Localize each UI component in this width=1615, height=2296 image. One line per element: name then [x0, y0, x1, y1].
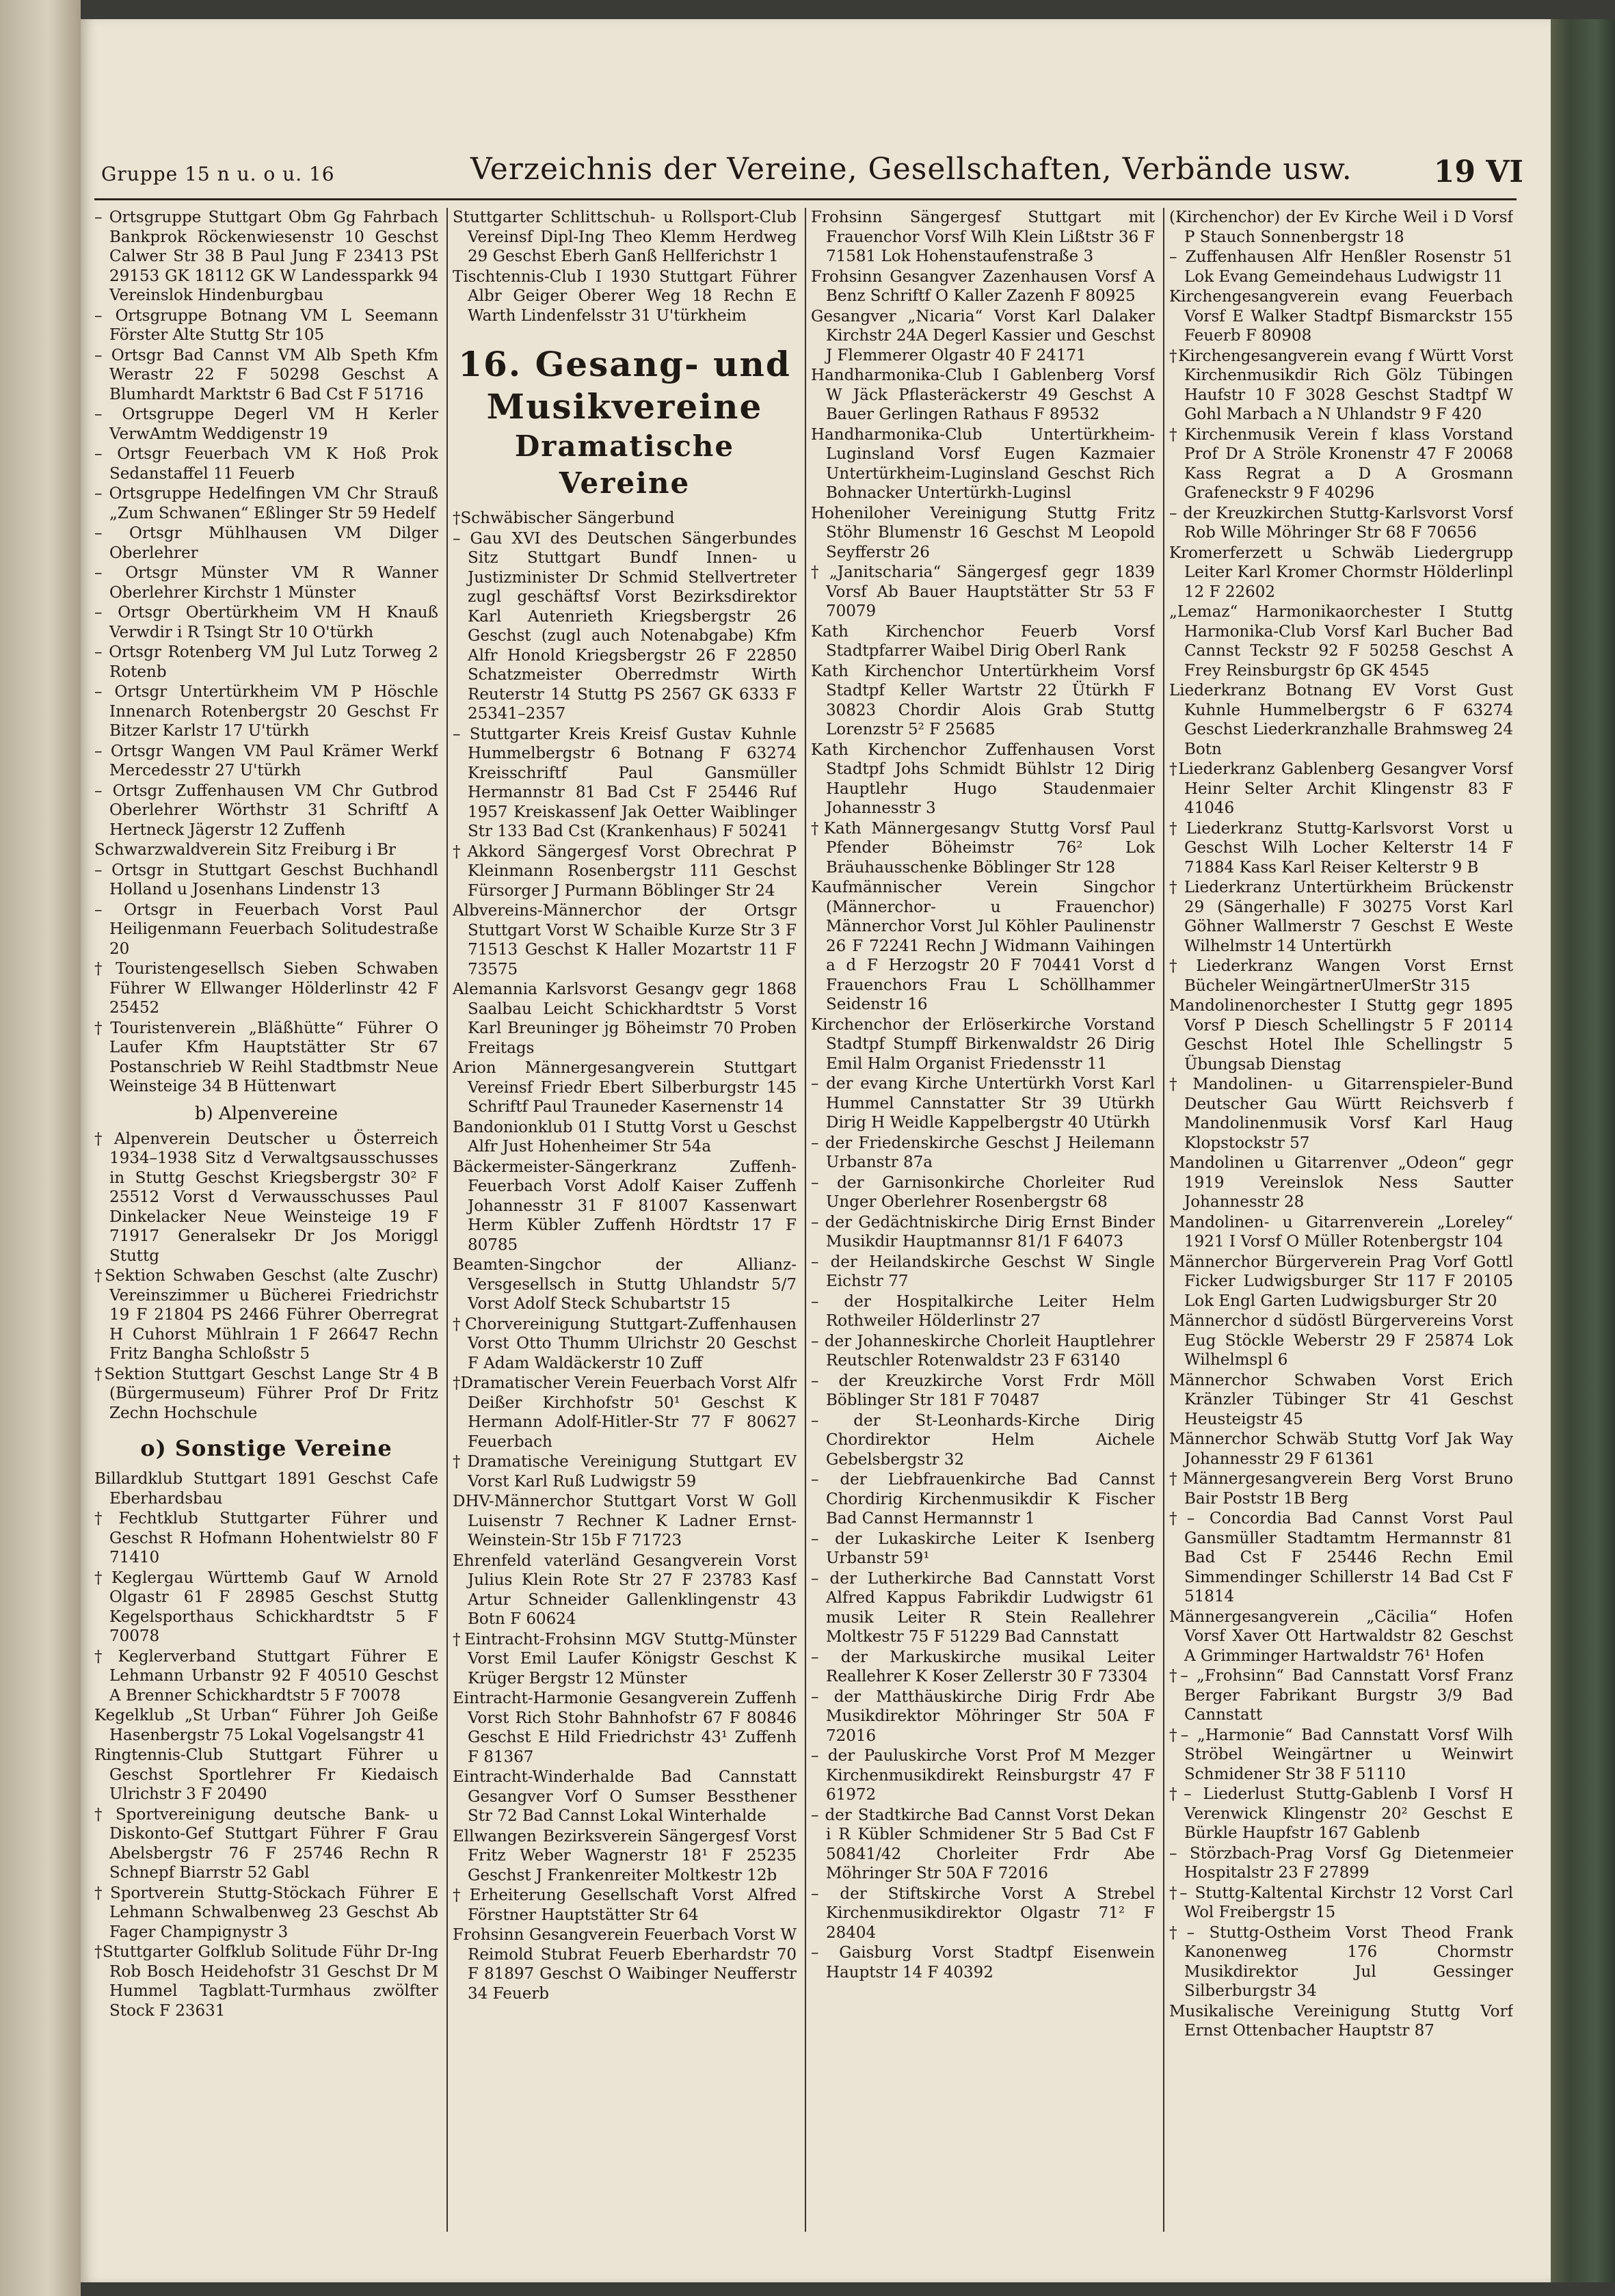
book-binding	[1551, 19, 1615, 2282]
directory-entry: †– „Frohsinn“ Bad Cannstatt Vorsf Franz Berger Fabrikant Burgstr 3/9 Bad Cannstatt	[1169, 1667, 1513, 1724]
directory-entry: Handharmonika-Club Untertürkheim-Luginsland Vorsf Eugen Kazmaier Untertürkheim-Luginsland Geschst Rich Bohnacker Untertürkh-Luginsl	[811, 425, 1155, 502]
directory-entry: †Erheiterung Gesellschaft Vorst Alfred Förstner Hauptstätter Str 64	[453, 1886, 797, 1924]
directory-entry: †Schwäbischer Sängerbund	[453, 509, 675, 527]
directory-entry: †Männergesangverein Berg Vorst Bruno Bair Poststr 1B Berg	[1169, 1470, 1513, 1508]
directory-entry: Alemannia Karlsvorst Gesangv gegr 1868 Saalbau Leicht Schickhardtstr 5 Vorst Karl Breuninger jg Böheimstr 70 Proben Freitags	[453, 980, 797, 1057]
directory-entry: Männerchor Schwäb Stuttg Vorf Jak Way Johannesstr 29 F 61361	[1169, 1430, 1513, 1468]
directory-entry: †Sektion Schwaben Geschst (alte Zuschr) Vereinszimmer u Bücherei Friedrichstr 19 F 21804 PS 2466 Führer Oberregrat H Cuhorst Mühlrain 1 F 26647 Rechn Fritz Bangha Schloßstr 5	[94, 1267, 438, 1363]
directory-entry: – der Lutherkirche Bad Cannstatt Vorst Alfred Kappus Fabrikdir Ludwigstr 61 musik Leiter R Stein Reallehrer Moltkestr 75 F 51229 Bad Cannstatt	[811, 1569, 1155, 1646]
directory-entry: Kath Kirchenchor Zuffenhausen Vorst Stadtpf Johs Schmidt Bühlstr 12 Dirig Hauptlehr Hugo Staudenmaier Johannesstr 3	[811, 740, 1155, 817]
directory-entry: †Mandolinen- u Gitarrenspieler-Bund Deutscher Gau Württ Reichsverb f Mandolinenmusik Vorsf Karl Haug Klopstockstr 57	[1169, 1076, 1513, 1152]
directory-entry: – Störzbach-Prag Vorsf Gg Dietenmeier Hospitalstr 23 F 27899	[1169, 1844, 1513, 1882]
directory-entry: †Touristengesellsch Sieben Schwaben Führer W Ellwanger Hölderlinstr 42 F 25452	[94, 960, 438, 1017]
directory-entry: †Dramatische Vereinigung Stuttgart EV Vorst Karl Ruß Ludwigstr 59	[453, 1453, 797, 1491]
directory-entry: Mandolinenorchester I Stuttg gegr 1895 Vorsf P Diesch Schellingstr 5 F 20114 Geschst Hotel Ihle Schellingstr 5 Übungsab Dienstag	[1169, 997, 1513, 1073]
directory-entry: †– Liederlust Stuttg-Gablenb I Vorsf H Verenwick Klingenstr 20² Geschst E Bürkle Haupfstr 167 Gablenb	[1169, 1785, 1513, 1842]
directory-entry: – Ortsgruppe Degerl VM H Kerler VerwAmtm Weddigenstr 19	[94, 405, 438, 443]
directory-entry: Eintracht-Harmonie Gesangverein Zuffenh Vorst Rich Stohr Bahnhofstr 67 F 80846 Geschst E Hild Friedrichstr 43¹ Zuffenh F 81367	[453, 1690, 797, 1766]
directory-entry: – Ortsgruppe Hedelfingen VM Chr Strauß „Zum Schwanen“ Eßlinger Str 59 Hedelf	[94, 485, 438, 522]
directory-entry: – Ortsgr Wangen VM Paul Krämer Werkf Mercedesstr 27 U'türkh	[94, 742, 438, 779]
directory-entry: Billardklub Stuttgart 1891 Geschst Cafe Eberhardsbau	[94, 1470, 438, 1508]
column-4	[1169, 208, 1513, 2252]
directory-entry: Kath Kirchenchor Untertürkheim Vorsf Stadtpf Keller Wartstr 22 Ütürkh F 30823 Chordir Alois Grab Stuttg Lorenzstr 5² F 25685	[811, 662, 1155, 738]
directory-entry: – der evang Kirche Untertürkh Vorst Karl Hummel Cannstatter Str 39 Utürkh Dirig H Weidle Kappelbergstr 40 Utürkh	[811, 1075, 1155, 1132]
directory-entry: Ellwangen Bezirksverein Sängergesf Vorst Fritz Weber Wagnerstr 18¹ F 25235 Geschst J Frankenreiter Moltkestr 12b	[453, 1827, 797, 1884]
directory-entry: Kaufmännischer Verein Singchor (Männerchor- u Frauenchor) Männerchor Vorst Jul Köhler Paulinenstr 26 F 72241 Rechn J Widmann Vaihingen a d F Herzogstr 20 F 70441 Vorst d Frauenchors Frau L Schöllhammer Seidenstr 16	[811, 879, 1155, 1013]
directory-entry: – Zuffenhausen Alfr Henßler Rosenstr 51 Lok Evang Gemeindehaus Ludwigstr 11	[1169, 248, 1513, 286]
directory-entry: – der Johanneskirche Chorleit Hauptlehrer Reutschler Rotenwaldstr 23 F 63140	[811, 1332, 1155, 1370]
directory-entry: †„Janitscharia“ Sängergesf gegr 1839 Vorsf Ab Bauer Hauptstätter Str 53 F 70079	[811, 563, 1155, 620]
directory-entry: – Ortsgr Mühlhausen VM Dilger Oberlehrer	[94, 524, 438, 562]
directory-entry: †Kirchengesangverein evang f Württ Vorst Kirchenmusikdir Rich Gölz Tübingen Haufstr 10 F 3028 Geschst Stadtpf W Gohl Marbach a N Uhlandstr 9 F 420	[1169, 347, 1513, 423]
directory-entry: – Ortsgr in Stuttgart Geschst Buchhandl Holland u Josenhans Lindenstr 13	[94, 861, 438, 898]
directory-entry: Liederkranz Botnang EV Vorst Gust Kuhnle Hummelbergstr 6 F 63274 Geschst Liederkranzhalle Brahmsweg 24 Botn	[1169, 682, 1513, 758]
directory-entry: †– Stuttg-Ostheim Vorst Theod Frank Kanonenweg 176 Chormstr Musikdirektor Jul Gessinger Silberburgstr 34	[1169, 1923, 1513, 2000]
directory-entry: – Ortsgr Rotenberg VM Jul Lutz Torweg 2 Rotenb	[94, 643, 438, 681]
directory-entry: – Gau XVI des Deutschen Sängerbundes Sitz Stuttgart Bundf Innen- u Justizminister Dr Schmid Stellvertreter zugl geschäftsf Vorst Bezirksdirektor Karl Autenrieth Kriegsbergstr 26 Geschst (zugl auch Notenabgabe) Kfm Alfr Honold Kriegsbergstr 26 F 22850 Schatzmeister Oberredmstr Wirth Reuterstr 14 Stuttg PS 2567 GK 6333 F 25341–2357	[453, 529, 797, 723]
directory-entry: Frohsinn Sängergesf Stuttgart mit Frauenchor Vorsf Wilh Klein Lißtstr 36 F 71581 Lok Hohenstaufenstraße 3	[811, 209, 1155, 265]
directory-entry: †– Concordia Bad Cannst Vorst Paul Gansmüller Stadtamtm Hermannstr 81 Bad Cst F 25446 Rechn Emil Simmendinger Schillerstr 14 Bad Cst F 51814	[1169, 1510, 1513, 1605]
directory-entry: Kirchenchor der Erlöserkirche Vorstand Stadtpf Stumpff Birkenwaldstr 26 Dirig Emil Halm Organist Friedensstr 11	[811, 1015, 1155, 1073]
directory-entry: – Ortsgruppe Botnang VM L Seemann Förster Alte Stuttg Str 105	[94, 306, 438, 344]
directory-entry: †Liederkranz Stuttg-Karlsvorst Vorst u Geschst Wilh Locher Kelterstr 14 F 71884 Kass Karl Reiser Kelterstr 9 B	[1169, 819, 1513, 877]
directory-entry: – Gaisburg Vorst Stadtpf Eisenwein Hauptstr 14 F 40392	[811, 1944, 1155, 1981]
directory-entry: †Alpenverein Deutscher u Österreich 1934–1938 Sitz d Verwaltgsausschusses in Stuttg Geschst Kriegsbergstr 30² F 25512 Vorst d Verwausschusses Paul Dinkelacker Neue Weinsteige 19 F 71917 Generalsekr Dr Jos Moriggl Stuttg	[94, 1130, 438, 1265]
directory-entry: Hoheniloher Vereinigung Stuttg Fritz Stöhr Blumenstr 16 Geschst M Leopold Seyfferstr 26	[811, 504, 1155, 561]
directory-entry: – Ortsgr Feuerbach VM K Hoß Prok Sedanstaffel 11 Feuerb	[94, 445, 438, 483]
directory-entry: – der Lukaskirche Leiter K Isenberg Urbanstr 59¹	[811, 1530, 1155, 1567]
columns-area	[94, 208, 1523, 2259]
directory-entry: †Liederkranz Wangen Vorst Ernst Bücheler WeingärtnerUlmerStr 315	[1169, 957, 1513, 995]
directory-entry: †Akkord Sängergesf Vorst Obrechrat P Kleinmann Rosenbergstr 111 Geschst Fürsorger J Purmann Böblinger Str 24	[453, 842, 797, 900]
column-3	[811, 208, 1155, 2252]
directory-entry: Bandonionklub 01 I Stuttg Vorst u Geschst Alfr Just Hohenheimer Str 54a	[453, 1118, 797, 1156]
directory-entry: †Sportvereinigung deutsche Bank- u Diskonto-Gef Stuttgart Führer F Grau Abelsbergstr 76 F 25746 Rechn R Schnepf Biarrstr 52 Gabl	[94, 1805, 438, 1882]
directory-entry: – der Garnisonkirche Chorleiter Rud Unger Oberlehrer Rosenbergstr 68	[811, 1173, 1155, 1211]
directory-entry: Kegelklub „St Urban“ Führer Joh Geiße Hasenbergstr 75 Lokal Vogelsangstr 41	[94, 1707, 438, 1744]
directory-entry: – der Kreuzkirchen Stuttg-Karlsvorst Vorsf Rob Wille Möhringer Str 68 F 70656	[1169, 504, 1513, 542]
directory-entry: – der Stiftskirche Vorst A Strebel Kirchenmusikdirektor Olgastr 71² F 28404	[811, 1884, 1155, 1942]
directory-entry: – Stuttgarter Kreis Kreisf Gustav Kuhnle Hummelbergstr 6 Botnang F 63274 Kreisschriftf Paul Gansmüller Hermannstr 81 Bad Cst F 25446 Ruf 1957 Kreiskassenf Jak Oetter Waiblinger Str 133 Bad Cst (Krankenhaus) F 50241	[453, 725, 797, 840]
directory-entry: Kirchengesangverein evang Feuerbach Vorsf E Walker Stadtpf Bismarckstr 155 Feuerb F 80908	[1169, 288, 1513, 345]
directory-entry: DHV-Männerchor Stuttgart Vorst W Goll Luisenstr 7 Rechner K Ladner Ernst-Weinstein-Str 15b F 71723	[453, 1493, 797, 1549]
directory-entry: – Ortsgr Untertürkheim VM P Höschle Innenarch Rotenbergstr 20 Geschst Fr Bitzer Karlstr 17 U'türkh	[94, 683, 438, 740]
directory-entry: – der Kreuzkirche Vorst Frdr Möll Böblinger Str 181 F 70487	[811, 1372, 1155, 1409]
directory-entry: Albvereins-Männerchor der Ortsgr Stuttgart Vorst W Schaible Kurze Str 3 F 71513 Geschst K Haller Mozartstr 11 F 73575	[453, 902, 797, 978]
section-heading-line: 16. Gesang- und Musikvereine	[458, 344, 791, 427]
directory-entry: Tischtennis-Club I 1930 Stuttgart Führer Albr Geiger Oberer Weg 18 Rechn E Warth Lindenfelsstr 31 U'türkheim	[453, 267, 797, 325]
directory-entry: †Touristenverein „Bläßhütte“ Führer O Laufer Kfm Hauptstätter Str 67 Postanschrieb W Reihl Stadtbmstr Neue Weinsteige 34 B Hüttenwart	[94, 1019, 438, 1095]
directory-entry: Ringtennis-Club Stuttgart Führer u Geschst Sportlehrer Fr Kiedaisch Ulrichstr 3 F 20490	[94, 1746, 438, 1803]
directory-entry: Arion Männergesangverein Stuttgart Vereinsf Friedr Ebert Silberburgstr 145 Schriftf Paul Trauneder Kasernenstr 14	[453, 1059, 797, 1116]
column-divider	[446, 208, 448, 2232]
directory-entry: – der Friedenskirche Geschst J Heilemann Urbanstr 87a	[811, 1134, 1155, 1171]
directory-entry: †Sektion Stuttgart Geschst Lange Str 4 B (Bürgermuseum) Führer Prof Dr Fritz Zechn Hochschule	[94, 1365, 438, 1422]
page-header	[101, 148, 1523, 196]
directory-entry: – Ortsgruppe Stuttgart Obm Gg Fahrbach Bankprok Röckenwiesenstr 10 Geschst Calwer Str 38 B Paul Jung F 23413 PSt 29153 GK 18112 GK W Landessparkk 94 Vereinslok Hindenburgbau	[94, 209, 438, 304]
directory-entry: †Keglerverband Stuttgart Führer E Lehmann Urbanstr 92 F 40510 Geschst A Brenner Schickhardtstr 5 F 70078	[94, 1647, 438, 1705]
directory-entry: – der Liebfrauenkirche Bad Cannst Chordirig Kirchenmusikdir K Fischer Bad Cannst Hermannstr 1	[811, 1471, 1155, 1527]
directory-entry: †Liederkranz Gablenberg Gesangver Vorsf Heinr Selter Archit Klingenstr 83 F 41046	[1169, 760, 1513, 817]
header-rule	[94, 198, 1517, 200]
directory-entry: Männergesangverein „Cäcilia“ Hofen Vorsf Xaver Ott Hartwaldstr 82 Geschst A Grimminger Hartwaldstr 76¹ Hofen	[1169, 1607, 1513, 1665]
directory-entry: Schwarzwaldverein Sitz Freiburg i Br	[94, 841, 396, 859]
directory-entry: – Ortsgr Münster VM R Wanner Oberlehrer Kirchstr 1 Münster	[94, 564, 438, 602]
page-title: Verzeichnis der Vereine, Gesellschaften, Verbände usw.	[470, 152, 1352, 187]
directory-entry: †Chorvereinigung Stuttgart-Zuffenhausen Vorst Otto Thumm Ulrichstr 20 Geschst F Adam Waldäckerstr 10 Zuff	[453, 1315, 797, 1372]
directory-entry: Ehrenfeld vaterländ Gesangverein Vorst Julius Klein Rote Str 27 F 23783 Kasf Artur Schneider Gallenklingenstr 43 Botn F 60624	[453, 1551, 797, 1628]
directory-entry: Beamten-Singchor der Allianz-Versgesellsch in Stuttg Uhlandstr 5/7 Vorst Adolf Steck Schubartstr 15	[453, 1256, 797, 1313]
directory-entry: – der Heilandskirche Geschst W Single Eichstr 77	[811, 1253, 1155, 1290]
directory-entry: Frohsinn Gesangverein Feuerbach Vorst W Reimold Stubrat Feuerb Eberhardstr 70 F 81897 Geschst O Waibinger Neufferstr 34 Feuerb	[453, 1926, 797, 2003]
directory-entry: Frohsinn Gesangver Zazenhausen Vorsf A Benz Schriftf O Kaller Zazenh F 80925	[811, 267, 1155, 305]
directory-entry: Kromerferzett u Schwäb Liedergrupp Leiter Karl Kromer Chormstr Hölderlinpl 12 F 22602	[1169, 544, 1513, 601]
section-group-label: Gruppe 15 n u. o u. 16	[101, 163, 335, 185]
directory-entry: (Kirchenchor) der Ev Kirche Weil i D Vorsf P Stauch Sonnenbergstr 18	[1169, 209, 1513, 246]
directory-entry: Handharmonika-Club I Gablenberg Vorsf W Jäck Pflasteräckerstr 49 Geschst A Bauer Gerlingen Rathaus F 89532	[811, 366, 1155, 423]
directory-entry: †– „Harmonie“ Bad Cannstatt Vorsf Wilh Ströbel Weingärtner u Weinwirt Schmidener Str 38 F 51110	[1169, 1726, 1513, 1783]
directory-entry: †Keglergau Württemb Gauf W Arnold Olgastr 61 F 28985 Geschst Stuttg Kegelsporthaus Schickhardtstr 5 F 70078	[94, 1569, 438, 1645]
directory-entry: Mandolinen- u Gitarrenverein „Loreley“ 1921 I Vorsf O Müller Rotenbergstr 104	[1169, 1213, 1513, 1251]
directory-entry: Männerchor d südöstl Bürgervereins Vorst Eug Stöckle Weberstr 29 F 25874 Lok Wilhelmspl 6	[1169, 1312, 1513, 1369]
directory-entry: – der Gedächtniskirche Dirig Ernst Binder Musikdir Hauptmannsr 81/1 F 64073	[811, 1213, 1155, 1251]
column-divider	[805, 208, 806, 2232]
directory-entry: Kath Kirchenchor Feuerb Vorsf Stadtpfarrer Waibel Dirig Oberl Rank	[811, 622, 1155, 660]
directory-entry: †Eintracht-Frohsinn MGV Stuttg-Münster Vorst Emil Laufer Königstr Geschst K Krüger Bergstr 12 Münster	[453, 1630, 797, 1687]
directory-entry: †Fechtklub Stuttgarter Führer und Geschst R Hofmann Hohentwielstr 80 F 71410	[94, 1510, 438, 1566]
directory-entry: Musikalische Vereinigung Stuttg Vorf Ernst Ottenbacher Hauptstr 87	[1169, 2002, 1513, 2040]
directory-entry: †– Stuttg-Kaltental Kirchstr 12 Vorst Carl Wol Freibergstr 15	[1169, 1884, 1513, 1921]
directory-entry: – Ortsgr Bad Cannst VM Alb Speth Kfm Werastr 22 F 50298 Geschst A Blumhardt Marktstr 6 Bad Cst F 51716	[94, 346, 438, 403]
column-2	[453, 208, 797, 2252]
directory-entry: Mandolinen u Gitarrenver „Odeon“ gegr 1919 Vereinslok Ness Sautter Johannesstr 28	[1169, 1154, 1513, 1211]
subsection-heading: b) Alpenvereine	[194, 1103, 338, 1124]
section-heading	[453, 343, 797, 502]
section-heading-line: Dramatische Vereine	[514, 429, 735, 500]
subsection-heading: o) Sonstige Vereine	[140, 1435, 392, 1461]
directory-entry: – Ortsgr in Feuerbach Vorst Paul Heiligenmann Feuerbach Solitudestraße 20	[94, 900, 438, 958]
directory-entry: – der Markuskirche musikal Leiter Reallehrer K Koser Zellerstr 30 F 73304	[811, 1648, 1155, 1685]
directory-entry: †Stuttgarter Golfklub Solitude Führ Dr-Ing Rob Bosch Heidehofstr 31 Geschst Dr M Hummel Tagblatt-Turmhaus zwölfter Stock F 23631	[94, 1943, 438, 2020]
column-1	[94, 208, 438, 2252]
directory-entry: †Liederkranz Untertürkheim Brückenstr 29 (Sängerhalle) F 30275 Vorst Karl Göhner Wallmerstr 7 Geschst E Weste Wilhelmstr 14 Untertürkh	[1169, 879, 1513, 955]
adjacent-page-edge	[0, 0, 81, 2296]
directory-entry: Gesangver „Nicaria“ Vorst Karl Dalaker Kirchstr 24A Degerl Kassier und Geschst J Flemmerer Olgastr 40 F 24171	[811, 307, 1155, 364]
directory-entry: †Sportverein Stuttg-Stöckach Führer E Lehmann Schwalbenweg 23 Geschst Ab Fager Champignystr 3	[94, 1884, 438, 1941]
directory-page	[81, 19, 1551, 2282]
page-number: 19 VI	[1433, 155, 1523, 189]
directory-entry: – der Matthäuskirche Dirig Frdr Abe Musikdirektor Möhringer Str 50A F 72016	[811, 1687, 1155, 1745]
directory-entry: Männerchor Schwaben Vorst Erich Kränzler Tübinger Str 41 Geschst Heusteigstr 45	[1169, 1371, 1513, 1428]
directory-entry: †Kath Männergesangv Stuttg Vorsf Paul Pfender Böheimstr 76² Lok Bräuhausschenke Böblinger Str 128	[811, 819, 1155, 877]
directory-entry: – der Stadtkirche Bad Cannst Vorst Dekan i R Kübler Schmidener Str 5 Bad Cst F 50841/42 Chorleiter Frdr Abe Möhringer Str 50A F 72016	[811, 1806, 1155, 1882]
directory-entry: – der Pauluskirche Vorst Prof M Mezger Kirchenmusikdirekt Reinsburgstr 47 F 61972	[811, 1747, 1155, 1804]
directory-entry: – Ortsgr Zuffenhausen VM Chr Gutbrod Oberlehrer Wörthstr 31 Schriftf A Hertneck Jägerstr 12 Zuffenh	[94, 782, 438, 839]
directory-entry: „Lemaz“ Harmonikaorchester I Stuttg Harmonika-Club Vorsf Karl Bucher Bad Cannst Teckstr 92 F 50258 Geschst A Frey Reinsburgstr 6p GK 4545	[1169, 603, 1513, 680]
directory-entry: – der Hospitalkirche Leiter Helm Rothweiler Hölderlinstr 27	[811, 1292, 1155, 1330]
directory-entry: †Dramatischer Verein Feuerbach Vorst Alfr Deißer Kirchhofstr 50¹ Geschst K Hermann Adolf-Hitler-Str 77 F 80627 Feuerbach	[453, 1374, 797, 1451]
directory-entry: Eintracht-Winderhalde Bad Cannstatt Gesangver Vorf O Sumser Bessthener Str 72 Bad Cannst Lokal Winterhalde	[453, 1768, 797, 1825]
directory-entry: – der St-Leonhards-Kirche Dirig Chordirektor Helm Aichele Gebelsbergstr 32	[811, 1411, 1155, 1469]
directory-entry: Männerchor Bürgerverein Prag Vorf Gottl Ficker Ludwigsburger Str 117 F 20105 Lok Engl Garten Ludwigsburger Str 20	[1169, 1253, 1513, 1310]
column-divider	[1163, 208, 1164, 2232]
directory-entry: Bäckermeister-Sängerkranz Zuffenh-Feuerbach Vorst Adolf Kaiser Zuffenh Johannesstr 31 F 81007 Kassenwart Herm Kübler Zuffenh Hördtstr 17 F 80785	[453, 1158, 797, 1254]
directory-entry: Stuttgarter Schlittschuh- u Rollsport-Club Vereinsf Dipl-Ing Theo Klemm Herdweg 29 Geschst Eberh Ganß Hellferichstr 1	[453, 209, 797, 265]
directory-entry: – Ortsgr Obertürkheim VM H Knauß Verwdir i R Tsingt Str 10 O'türkh	[94, 604, 438, 641]
directory-entry: †Kirchenmusik Verein f klass Vorstand Prof Dr A Ströle Kronenstr 47 F 20068 Kass Regrat a D A Grosmann Grafeneckstr 9 F 40296	[1169, 425, 1513, 502]
